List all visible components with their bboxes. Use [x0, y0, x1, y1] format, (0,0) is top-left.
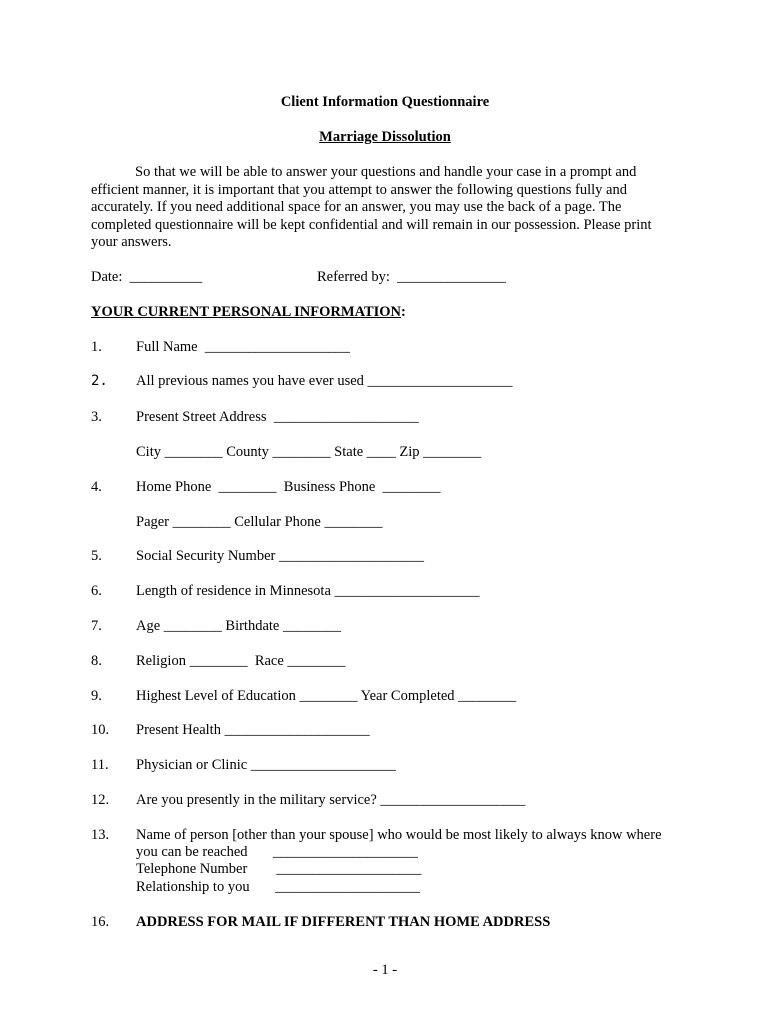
question-number: 8.	[91, 653, 102, 669]
full-name-field: Full Name ____________________	[136, 339, 350, 355]
mailing-address-heading: ADDRESS FOR MAIL IF DIFFERENT THAN HOME ADDRESS	[136, 914, 551, 930]
section-heading-text: YOUR CURRENT PERSONAL INFORMATION	[91, 304, 402, 320]
page-number: - 1 -	[372, 962, 398, 978]
military-service-field: Are you presently in the military service? ____________________	[136, 792, 526, 808]
previous-names-field: All previous names you have ever used ____________________	[136, 373, 513, 389]
question-number: 3.	[91, 409, 102, 425]
contact-telephone-field: Telephone Number ____________________	[136, 861, 422, 877]
question-number: 13.	[91, 827, 110, 843]
question-number: 1.	[91, 339, 102, 355]
question-number: 11.	[91, 757, 109, 773]
intro-text: So that we will be able to answer your questions and handle your case in a prompt and efficient manner, it is important that you attempt to answer the following questions fully and accurately. If you need additional space for an answer, you may use the back of a page. The completed questionnaire will be kept confidential and will remain in our possession. Please print your answers.	[91, 164, 652, 250]
section-heading-colon: :	[401, 304, 406, 320]
residence-length-field: Length of residence in Minnesota ____________________	[136, 583, 480, 599]
intro-paragraph	[91, 164, 676, 252]
document-subtitle: Marriage Dissolution	[319, 129, 451, 145]
reached-field: you can be reached ____________________	[136, 844, 418, 860]
phone-fields: Home Phone ________ Business Phone ________	[136, 479, 441, 495]
physician-field: Physician or Clinic ____________________	[136, 757, 396, 773]
age-birthdate-fields: Age ________ Birthdate ________	[136, 618, 341, 634]
question-number: 16.	[91, 914, 110, 930]
education-fields: Highest Level of Education ________ Year Completed ________	[136, 688, 517, 704]
question-number: 7.	[91, 618, 102, 634]
question-number: 10.	[91, 722, 110, 738]
pager-cellular-fields: Pager ________ Cellular Phone ________	[136, 514, 383, 530]
question-number: 9.	[91, 688, 102, 704]
question-number: 5.	[91, 548, 102, 564]
contact-relationship-field: Relationship to you ____________________	[136, 879, 420, 895]
document-title: Client Information Questionnaire	[280, 94, 490, 110]
present-health-field: Present Health ____________________	[136, 722, 370, 738]
religion-race-fields: Religion ________ Race ________	[136, 653, 346, 669]
contact-person-prompt: Name of person [other than your spouse] who would be most likely to always know where	[136, 827, 662, 843]
city-county-state-zip-fields: City ________ County ________ State ____ Zip ________	[136, 444, 482, 460]
question-number: 6.	[91, 583, 102, 599]
question-number: 2.	[91, 373, 108, 389]
question-number: 4.	[91, 479, 102, 495]
question-number: 12.	[91, 792, 110, 808]
street-address-field: Present Street Address ____________________	[136, 409, 419, 425]
date-field: Date: __________	[91, 269, 203, 285]
section-heading	[91, 304, 406, 322]
ssn-field: Social Security Number ____________________	[136, 548, 424, 564]
referred-by-field: Referred by: _______________	[317, 269, 506, 285]
